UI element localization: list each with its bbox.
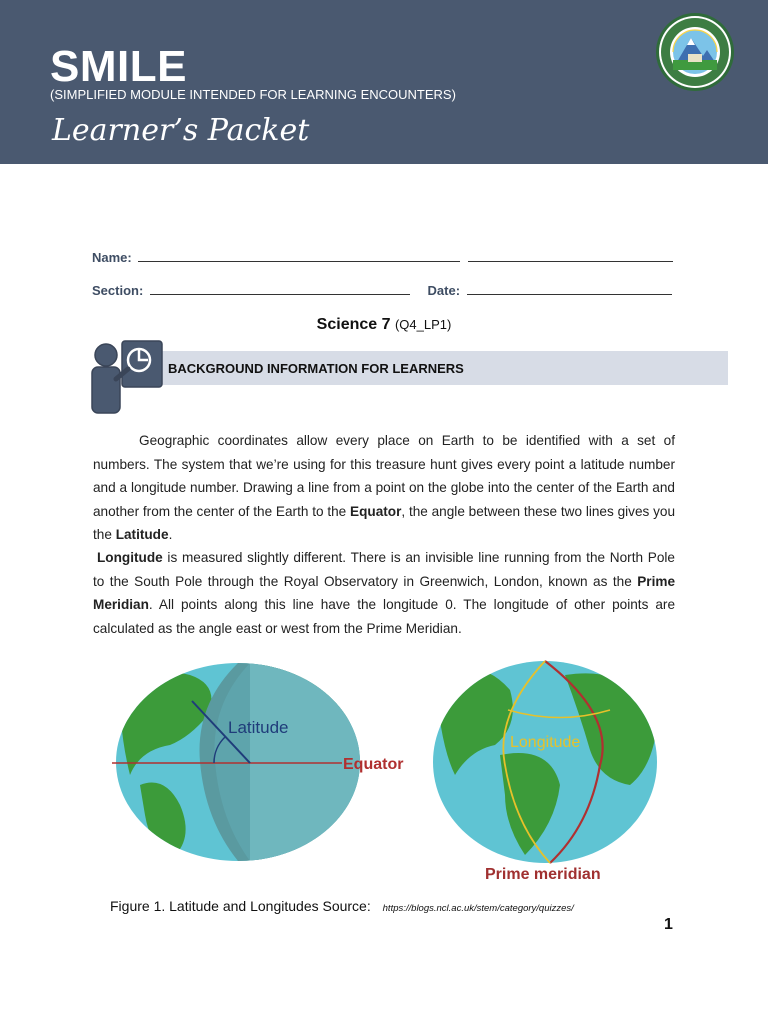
- longitude-label: Longitude: [510, 734, 581, 751]
- p2-bold-prime-meridian: Prime Meridian: [93, 573, 675, 612]
- caption-text: Figure 1. Latitude and Longitudes Source:: [110, 898, 371, 914]
- packet-title: Learner’s Packet: [52, 113, 310, 148]
- figure-caption: [110, 898, 574, 914]
- section-date-row: [92, 282, 672, 298]
- brand-subtitle: (SIMPLIFIED MODULE INTENDED FOR LEARNING ENCOUNTERS): [50, 87, 456, 102]
- p2-text-1: is measured slightly different. There is an invisible line running from the North Pole to the South Pole through the Royal Observatory in Greenwich, London, known as the: [93, 550, 675, 589]
- paragraph-longitude: [93, 546, 675, 640]
- section-banner: [150, 351, 728, 385]
- p2-bold-longitude: Longitude: [97, 550, 163, 565]
- latitude-label: Latitude: [228, 718, 289, 737]
- date-label: Date:: [427, 283, 461, 298]
- p1-text-3: .: [168, 527, 173, 542]
- subject-title: Science 7: [316, 316, 391, 333]
- latitude-longitude-figure: [110, 655, 670, 885]
- p1-bold-latitude: Latitude: [115, 527, 169, 542]
- section-field[interactable]: [150, 282, 410, 295]
- brand-title: SMILE: [50, 42, 187, 91]
- name-label: Name:: [92, 250, 132, 265]
- caption-source-link[interactable]: https://blogs.ncl.ac.uk/stem/category/quizzes/: [382, 903, 574, 914]
- p1-text-1: Geographic coordinates allow every place on Earth to be identified with a set of numbers. The system that we’re using for this treasure hunt gives every point a latitude number and a longitude number. Drawing a line from a point on the globe into the center of the Earth and another from the center of the Earth to the: [93, 433, 675, 519]
- page-number: 1: [664, 916, 673, 933]
- name-field-extra[interactable]: [468, 249, 673, 262]
- banner-label: BACKGROUND INFORMATION FOR LEARNERS: [168, 361, 464, 376]
- equator-label: Equator: [343, 756, 404, 773]
- prime-meridian-label: Prime meridian: [485, 866, 601, 883]
- p1-bold-equator: Equator: [350, 503, 402, 519]
- section-label: Section:: [92, 283, 144, 298]
- longitude-globe: [433, 661, 658, 883]
- date-field[interactable]: [467, 282, 672, 295]
- subject-heading: [0, 316, 768, 334]
- subject-code: (Q4_LP1): [394, 317, 452, 332]
- presenter-icon: [86, 339, 166, 417]
- name-field[interactable]: [138, 249, 460, 262]
- p2-text-2: . All points along this line have the longitude 0. The longitude of other points are calculated as the angle east or west from the Prime Meridian.: [93, 597, 675, 636]
- name-row: [92, 249, 673, 265]
- latitude-globe: [112, 663, 403, 861]
- paragraph-latitude: [93, 429, 675, 547]
- header-banner: [0, 0, 768, 164]
- deped-seal-logo: [655, 12, 735, 92]
- p1-text-2: , the angle between these two lines gives you the: [93, 503, 676, 542]
